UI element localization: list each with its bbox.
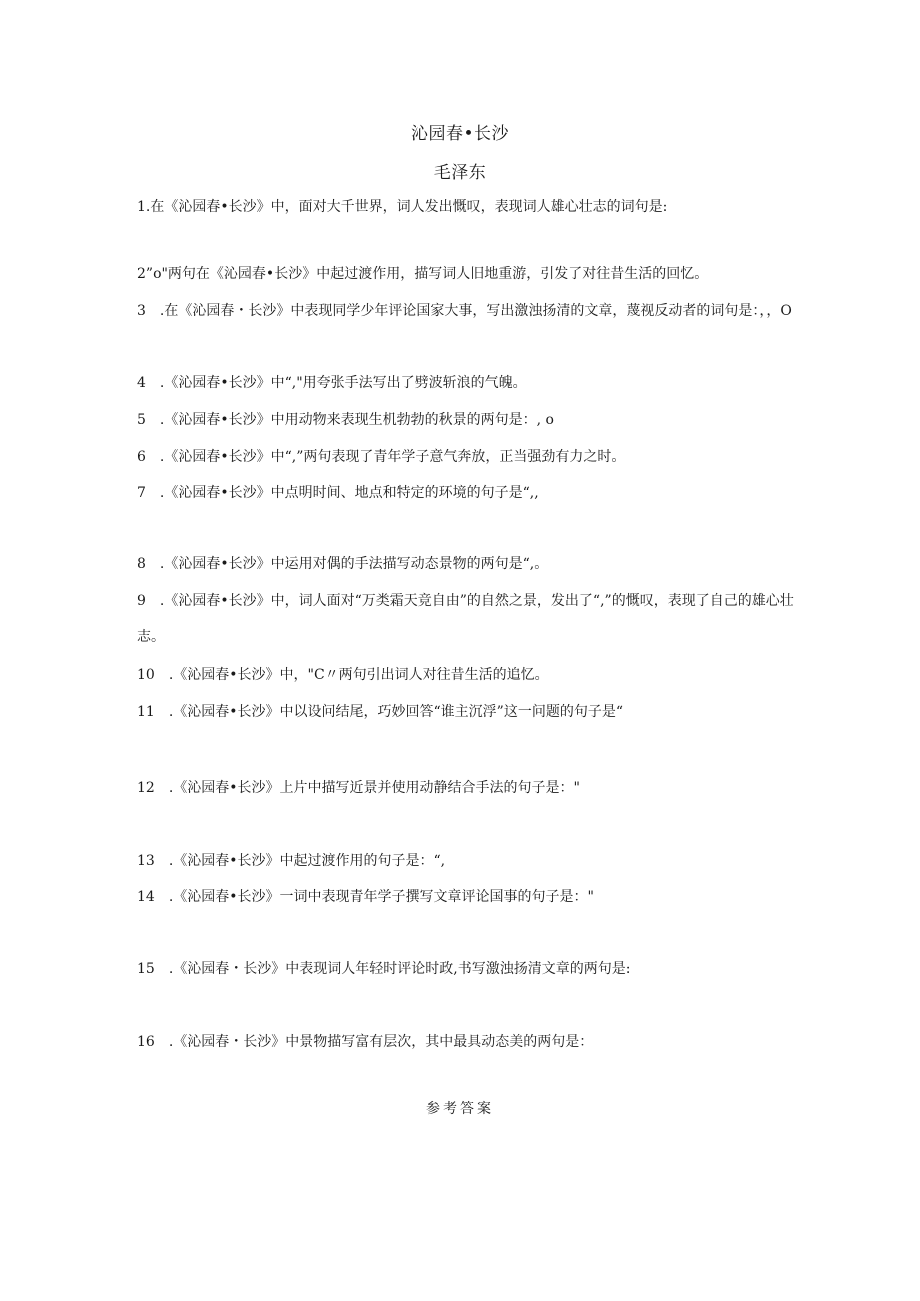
question-10: 10 .《沁园春•长沙》中，"C〃两句引出词人对往昔生活的追忆。 — [137, 667, 549, 683]
question-13: 13 .《沁园春•长沙》中起过渡作用的句子是：“, — [137, 853, 446, 869]
question-3: 3 .在《沁园春・长沙》中表现同学少年评论国家大事，写出激浊扬清的文章，蔑视反动者的词句是：，，O — [137, 303, 792, 319]
question-7: 7 .《沁园春•长沙》中点明时间、地点和特定的环境的句子是“,, — [137, 485, 539, 501]
question-12: 12 .《沁园春•长沙》上片中描写近景并使用动静结合手法的句子是：" — [137, 780, 580, 796]
question-5: 5 .《沁园春•长沙》中用动物来表现生机勃勃的秋景的两句是：, o — [137, 412, 554, 428]
question-2: 2”o"两句在《沁园春•长沙》中起过渡作用，描写词人旧地重游，引发了对往昔生活的回忆。 — [137, 266, 709, 282]
poem-title: 沁园春•长沙 — [410, 124, 510, 144]
question-14: 14 .《沁园春•长沙》一词中表现青年学子撰写文章评论国事的句子是：" — [137, 889, 594, 905]
answers-heading: 参考答案 — [426, 1101, 494, 1117]
question-9: 9 .《沁园春•长沙》中，词人面对“万类霜天竞自由”的自然之景，发出了“,”的慨叹，表现了自己的雄心壮志。 — [137, 593, 794, 645]
question-11: 11 .《沁园春•长沙》中以设问结尾，巧妙回答“谁主沉浮”这一问题的句子是“ — [137, 704, 623, 720]
question-8: 8 .《沁园春•长沙》中运用对偶的手法描写动态景物的两句是“,。 — [137, 556, 549, 572]
poem-author: 毛泽东 — [433, 163, 487, 183]
question-4: 4 .《沁园春•长沙》中“,"用夸张手法写出了劈波斩浪的气魄。 — [137, 375, 527, 391]
question-1: 1.在《沁园春•长沙》中，面对大千世界，词人发出慨叹，表现词人雄心壮志的词句是: — [137, 199, 668, 215]
question-16: 16 .《沁园春・长沙》中景物描写富有层次，其中最具动态美的两句是： — [137, 1034, 594, 1050]
question-6: 6 .《沁园春•长沙》中“,”两句表现了青年学子意气奔放，正当强劲有力之时。 — [137, 449, 626, 465]
question-15: 15 .《沁园春・长沙》中表现词人年轻时评论时政,书写激浊扬清文章的两句是: — [137, 961, 631, 977]
